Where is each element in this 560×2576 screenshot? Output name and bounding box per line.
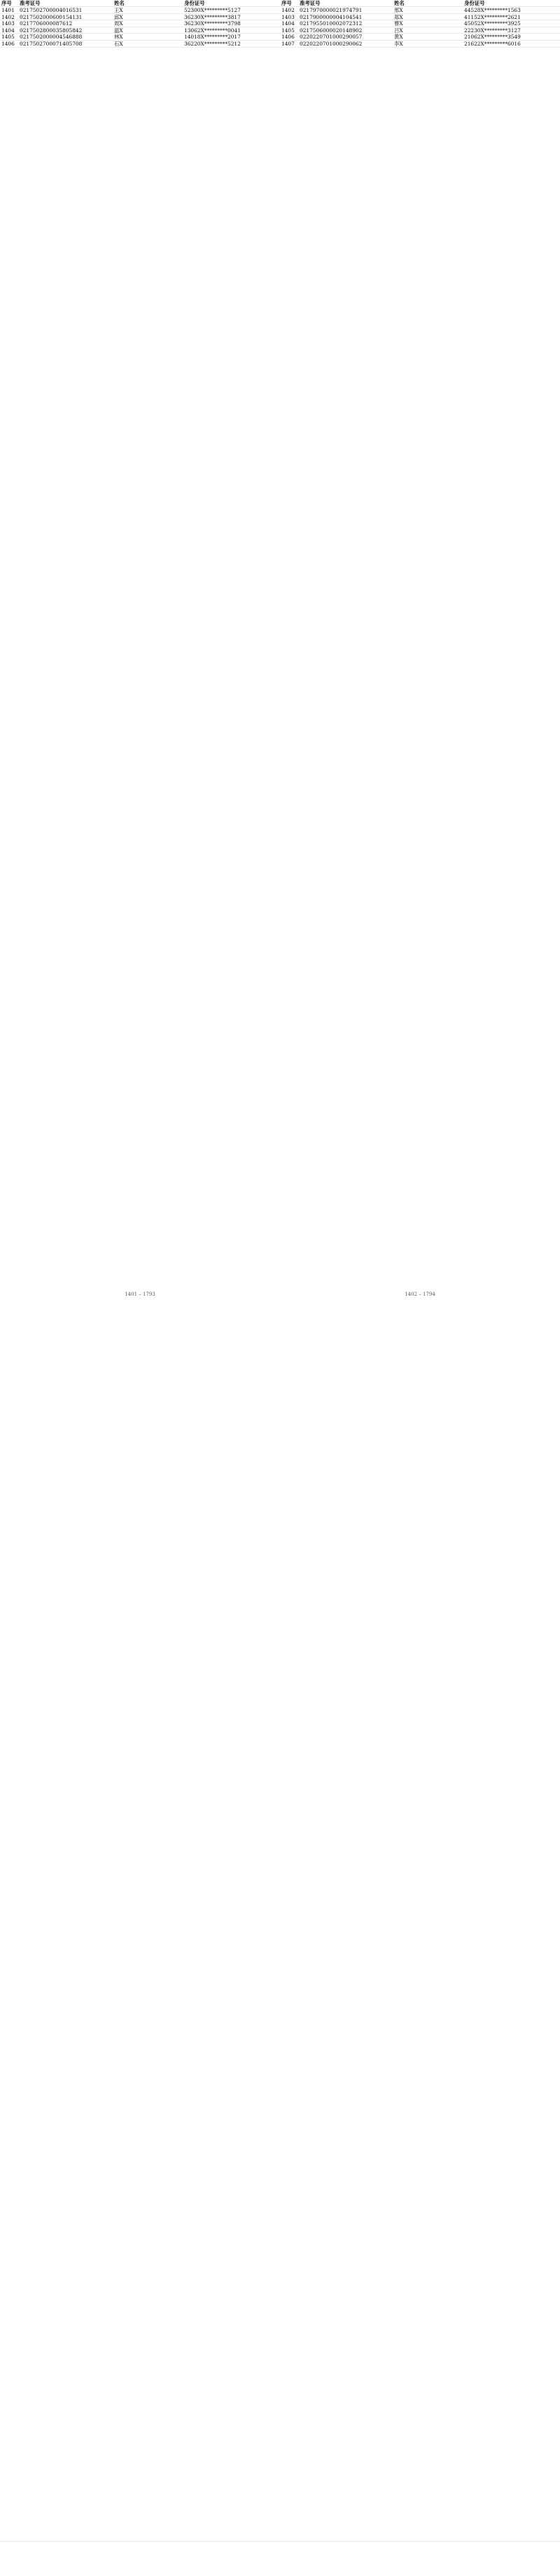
row-name: 周X (114, 20, 123, 27)
table-row (0, 27, 280, 34)
row-id: 0220220701000290062 (300, 40, 363, 47)
table-row (280, 7, 560, 14)
right-rows (280, 7, 560, 48)
table-row (280, 34, 560, 41)
row-id: 0217502000600154131 (20, 13, 83, 20)
col-cert-header: 身份证号 (464, 0, 485, 6)
row-cert: 36230X*********3817 (184, 13, 241, 20)
row-id: 0217506000020148902 (300, 27, 363, 34)
table-row (0, 7, 280, 14)
row-no: 1402 (281, 7, 295, 13)
col-no-header: 序号 (1, 0, 12, 6)
row-cert: 36220X*********5212 (184, 40, 241, 47)
left-range: 1401 – 1793 (0, 48, 280, 2542)
row-id: 0217706000087612 (20, 20, 73, 27)
row-no: 1404 (281, 20, 295, 27)
table-row (0, 41, 280, 48)
row-name: 温X (114, 27, 123, 34)
row-name: 曹X (394, 20, 403, 27)
table-row (280, 41, 560, 48)
row-cert: 44528X*********1563 (464, 7, 521, 13)
table-row (280, 27, 560, 34)
col-name-header: 姓名 (394, 0, 405, 6)
row-no: 1407 (281, 40, 295, 47)
row-id: 0217502000004546888 (20, 34, 83, 41)
row-name: 邢X (394, 7, 403, 13)
row-name: 石X (114, 40, 123, 47)
row-cert: 45052X*********3925 (464, 20, 521, 27)
row-no: 1406 (281, 34, 295, 41)
col-no-header: 序号 (281, 0, 292, 6)
table-row (280, 20, 560, 27)
row-cert: 21622X*********6016 (464, 40, 521, 47)
row-cert: 36230X*********3798 (184, 20, 241, 27)
row-no: 1403 (281, 13, 295, 20)
row-id: 0217502800035805842 (20, 27, 83, 34)
col-cert-header: 身份证号 (184, 0, 205, 6)
row-cert: 41152X*********2621 (464, 13, 521, 20)
row-cert: 13062X*********0041 (184, 27, 241, 34)
right-range: 1402 – 1794 (280, 48, 560, 2542)
row-name: 李X (394, 40, 403, 47)
left-rows (0, 7, 280, 48)
row-no: 1405 (281, 27, 295, 34)
col-id-header: 准考证号 (300, 0, 321, 6)
row-name: 王X (114, 7, 123, 13)
row-cert: 22230X*********3127 (464, 27, 521, 34)
table-row (280, 14, 560, 21)
row-no: 1406 (1, 40, 15, 47)
row-cert: 14018X*********2017 (184, 34, 241, 41)
row-name: 邱X (114, 13, 123, 20)
right-column (280, 0, 560, 2576)
row-name: 黄X (394, 34, 403, 41)
row-cert: 21062X*********3549 (464, 34, 521, 41)
row-name: 吕X (394, 27, 403, 34)
col-name-header: 姓名 (114, 0, 125, 6)
row-name: 郑X (394, 13, 403, 20)
row-id: 0217900000004104541 (300, 13, 363, 20)
row-no: 1402 (1, 13, 15, 20)
row-id: 0217955010002072312 (300, 20, 363, 27)
row-id: 0217970000021974791 (300, 7, 363, 13)
table-header (0, 0, 280, 7)
col-id-header: 准考证号 (20, 0, 41, 6)
row-cert: 52300X*********5127 (184, 7, 241, 13)
row-name: 林X (114, 34, 123, 41)
table-row (0, 20, 280, 27)
table-row (0, 34, 280, 41)
row-no: 1403 (1, 20, 15, 27)
row-id: 0220220701000290057 (300, 34, 363, 41)
row-no: 1401 (1, 7, 15, 13)
table-header (280, 0, 560, 7)
row-id: 0217502700071405708 (20, 40, 83, 47)
row-id: 0217502700004016531 (20, 7, 83, 13)
row-no: 1405 (1, 34, 15, 41)
table-row (0, 14, 280, 21)
row-no: 1404 (1, 27, 15, 34)
